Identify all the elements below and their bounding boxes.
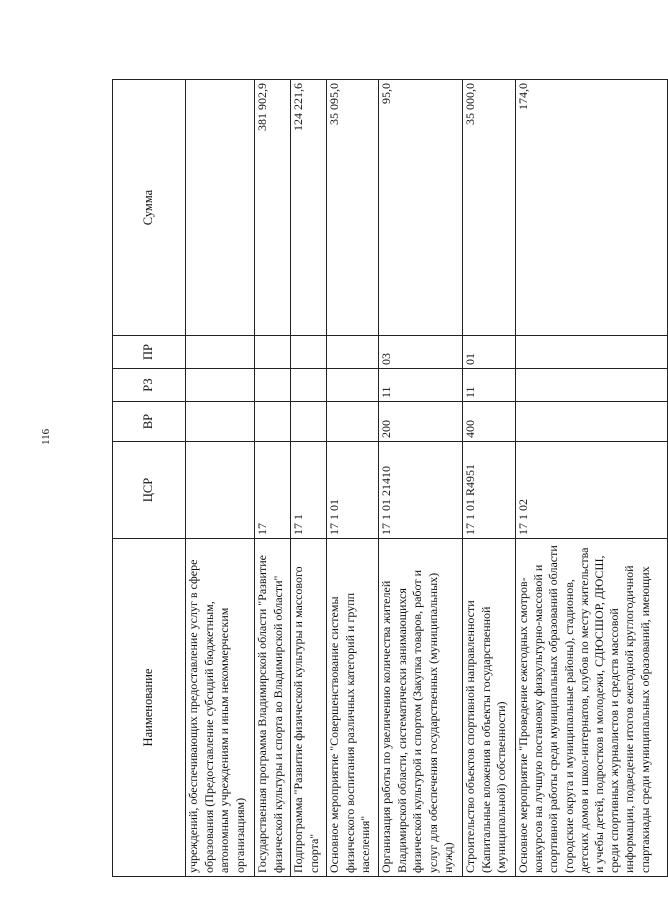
header-vr: ВР xyxy=(113,402,186,442)
header-pr: ПР xyxy=(113,336,186,369)
row-pr: 01 xyxy=(463,336,516,369)
row-vr xyxy=(186,402,255,442)
row-vr xyxy=(255,402,291,442)
row-name: Строительство объектов спортивной направленности (Капитальные вложения в объекты государственной (муниципальной) собственности) xyxy=(463,539,516,877)
row-csr: 17 1 01 21410 xyxy=(379,442,463,539)
row-name: Подпрограмма "Развитие физической культуры и массового спорта" xyxy=(291,539,327,877)
row-csr xyxy=(186,442,255,539)
row-csr: 17 1 02 xyxy=(516,442,668,539)
table-row xyxy=(291,80,327,877)
header-rz: РЗ xyxy=(113,369,186,402)
page-number: 116 xyxy=(40,428,52,445)
row-sum: 35 000,0 xyxy=(463,80,516,336)
row-name: Основное мероприятие "Совершенствование системы физического воспитания различных категорий и групп населения" xyxy=(327,539,379,877)
row-sum: 35 095,0 xyxy=(327,80,379,336)
row-rz xyxy=(516,369,668,402)
table-row xyxy=(186,80,255,877)
row-csr: 17 1 xyxy=(291,442,327,539)
row-rz xyxy=(327,369,379,402)
row-pr xyxy=(186,336,255,369)
header-sum: Сумма xyxy=(113,80,186,336)
row-name: учреждений, обеспечивающих предоставление услуг в сфере образования (Предоставление субсидий бюджетным, автономным учреждениям и иным некоммерческим организациям) xyxy=(186,539,255,877)
row-rz xyxy=(255,369,291,402)
header-csr: ЦСР xyxy=(113,442,186,539)
row-name: Основное мероприятие "Проведение ежегодных смотров-конкурсов на лучшую постановку физкультурно-массовой и спортивной работы среди муниципальных образований области (городские округа и муниципальные районы), стадионов, детских домов и школ-интернатов, клубов по месту жительства и учебы детей, подростков и молодежи, СДЮСШОР, ДЮСШ, среди спортивных журналистов и средств массовой информации, подведение итогов ежегодной круглогодичной спартакиады среди муниципальных образований, имеющих xyxy=(516,539,668,877)
row-sum: 95,0 xyxy=(379,80,463,336)
row-sum: 174,0 xyxy=(516,80,668,336)
row-pr: 03 xyxy=(379,336,463,369)
row-csr: 17 1 01 R4951 xyxy=(463,442,516,539)
row-vr xyxy=(291,402,327,442)
row-pr xyxy=(516,336,668,369)
row-name: Государственная программа Владимирской области "Развитие физической культуры и спорта во Владимирской области" xyxy=(255,539,291,877)
row-pr xyxy=(327,336,379,369)
header-name: Наименование xyxy=(113,539,186,877)
row-rz xyxy=(291,369,327,402)
table-header-row xyxy=(113,80,186,877)
table-row xyxy=(516,80,668,877)
budget-table xyxy=(112,79,668,877)
row-vr xyxy=(327,402,379,442)
row-csr: 17 1 01 xyxy=(327,442,379,539)
row-sum: 124 221,6 xyxy=(291,80,327,336)
table-row xyxy=(327,80,379,877)
row-name: Организация работы по увеличению количества жителей Владимирской области, систематически занимающихся физической культурой и спортом (Закупка товаров, работ и услуг для обеспечения государственных (муниципальных) нужд) xyxy=(379,539,463,877)
row-vr xyxy=(516,402,668,442)
table-row xyxy=(463,80,516,877)
row-pr xyxy=(291,336,327,369)
row-vr: 200 xyxy=(379,402,463,442)
rotated-table-container xyxy=(112,80,652,877)
row-sum xyxy=(186,80,255,336)
row-rz: 11 xyxy=(463,369,516,402)
row-rz: 11 xyxy=(379,369,463,402)
row-pr xyxy=(255,336,291,369)
table-row xyxy=(255,80,291,877)
row-sum: 381 902,9 xyxy=(255,80,291,336)
row-vr: 400 xyxy=(463,402,516,442)
row-rz xyxy=(186,369,255,402)
table-row xyxy=(379,80,463,877)
row-csr: 17 xyxy=(255,442,291,539)
